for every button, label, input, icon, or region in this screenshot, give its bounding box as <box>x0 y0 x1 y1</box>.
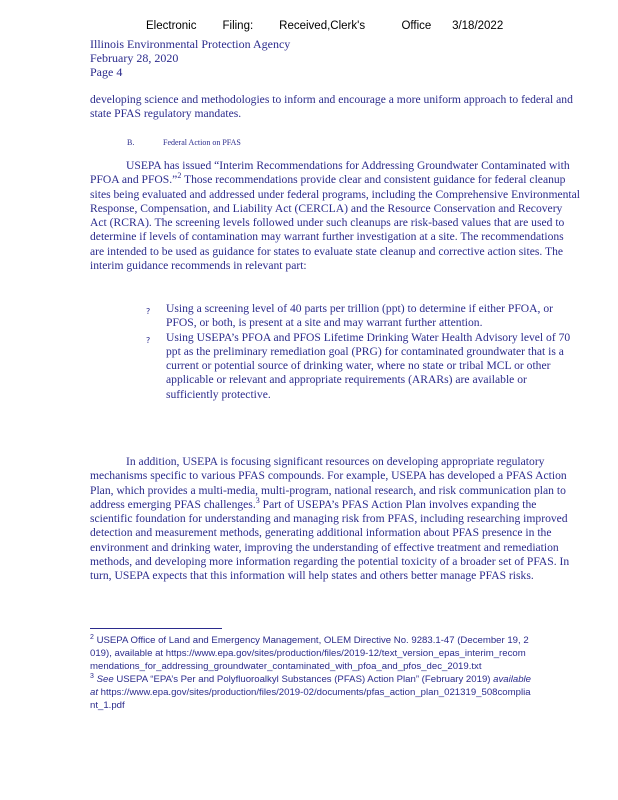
footnote-2-number: 2 <box>90 633 94 641</box>
bullet-icon: ? <box>146 307 151 316</box>
footnote-2 <box>90 634 532 673</box>
bullet-icon: ? <box>146 335 151 345</box>
filing-date: 3/18/2022 <box>452 20 504 32</box>
footnotes <box>90 634 532 712</box>
section-letter: B. <box>127 138 135 147</box>
footnote-3-available: available at <box>90 674 532 698</box>
paragraph-1 <box>90 159 580 273</box>
paragraph-1-text-a: USEPA has issued “Interim Recommendations for Addressing Groundwater Contaminated with PFOA and PFOS.” <box>90 159 570 187</box>
footnote-3-text: USEPA “EPA’s Per and Polyfluoroalkyl Substances (PFAS) Action Plan” (February 2019) <box>113 674 494 685</box>
footnote-divider <box>90 628 222 629</box>
filing-office: Office <box>401 20 432 32</box>
paragraph-2-text-b: Part of USEPA’s PFAS Action Plan involves expanding the scientific foundation for understanding and managing risk from PFAS, including researching improved detection and measurement methods, generating additional information about PFAS presence in the environment and drinking water, improving the understanding of effective treatment and remediation methods, and developing more information regarding the potential toxicity of a broader set of PFAS. In turn, USEPA expects that this information will help states and others better manage PFAS risks. <box>90 497 570 583</box>
paragraph-action-plan <box>90 455 580 584</box>
paragraph-interim-recommendations <box>90 159 580 273</box>
footnote-3-number: 3 <box>90 672 94 680</box>
list-item-text: Using a screening level of 40 parts per trillion (ppt) to determine if either PFOA, or PFOS, or both, is present at a site and may warrant further attention. <box>166 302 554 330</box>
filing-label: Filing: <box>222 20 254 32</box>
filing-received: Received,Clerk's <box>279 20 366 32</box>
paragraph-2 <box>90 455 580 584</box>
footnote-3-see: See <box>96 674 114 685</box>
letter-head <box>90 37 290 79</box>
paragraph-2-text-a: In addition, USEPA is focusing significant resources on developing appropriate regulatory mechanisms specific to various PFAS compounds. For example, USEPA has developed a PFAS Action Plan, which provides a multi-media, multi-program, national research, and risk communication plan to address emerging PFAS challenges. <box>90 455 567 511</box>
footnote-ref-3: 3 <box>255 496 260 506</box>
section-title: Federal Action on PFAS <box>163 138 241 147</box>
footnote-3-url: https://www.epa.gov/sites/production/files/2019-02/documents/pfas_action_plan_021319_508compliant_1.pdf <box>90 687 531 711</box>
list-item <box>146 302 576 331</box>
letter-date: February 28, 2020 <box>90 51 179 65</box>
page-number: Page 4 <box>90 65 123 79</box>
agency-name: Illinois Environmental Protection Agency <box>90 37 291 51</box>
section-heading <box>127 138 241 148</box>
footnote-ref-2: 2 <box>177 171 182 181</box>
intro-continuation <box>90 93 580 122</box>
footnote-3 <box>90 673 532 712</box>
list-item <box>146 331 576 402</box>
footnote-2-text: USEPA Office of Land and Emergency Management, OLEM Directive No. 9283.1-47 (December 19, 2019), available at https://www.epa.gov/sites/production/files/2019-12/text_version_epas_interim_recommendations_for_addressing_groundwater_contaminated_with_pfoa_and_pfos_dec_2019.txt <box>90 635 529 672</box>
filing-stamp-header <box>146 20 606 32</box>
paragraph-1-text-b: Those recommendations provide clear and consistent guidance for federal cleanup sites being evaluated and addressed under federal programs, including the Comprehensive Environmental Response, Compensation, and Liability Act (CERCLA) and the Resource Conservation and Recovery Act (RCRA). The screening levels followed under such cleanups are risk-based values that are used to determine if levels of contamination may warrant further investigation at a site. The recommendations are intended to be used as guidance for states to evaluate state cleanup and corrective action sites. The interim guidance recommends in relevant part: <box>90 173 581 273</box>
recommendation-list <box>146 302 576 402</box>
list-item-text: Using USEPA’s PFOA and PFOS Lifetime Drinking Water Health Advisory level of 70 ppt as the preliminary remediation goal (PRG) for contaminated groundwater that is a current or potential source of drinking water, where no state or tribal MCL or other applicable or relevant and appropriate requirements (ARARs) are available or sufficiently protective. <box>166 330 571 401</box>
filing-electronic: Electronic <box>146 20 197 32</box>
intro-text: developing science and methodologies to inform and encourage a more uniform approach to federal and state PFAS regulatory mandates. <box>90 93 573 121</box>
